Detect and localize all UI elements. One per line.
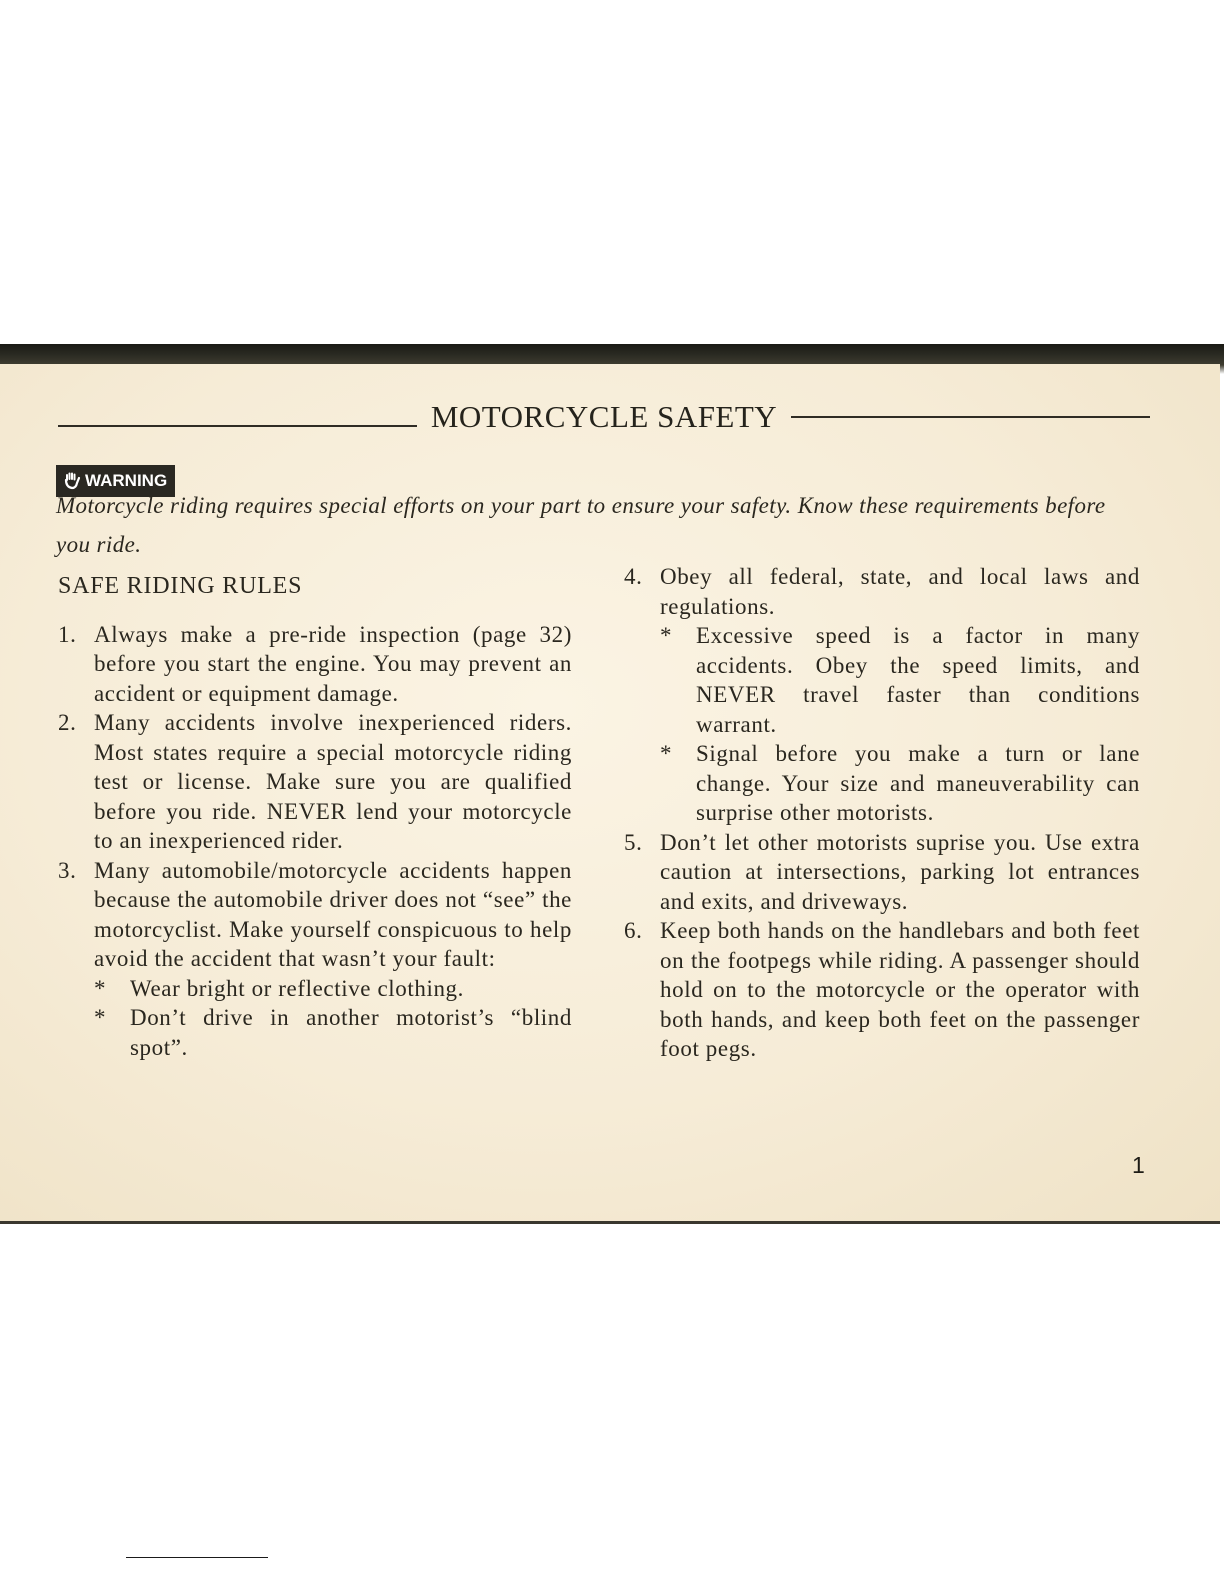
- page-header: [58, 394, 1150, 440]
- rule-text: Many accidents involve inexperienced riders. Most states require a special motorcycle riding test or license. Make sure you are qualified before you ride. NEVER lend your motorcycle to an inexperienced rider.: [94, 710, 572, 853]
- rule-item: [624, 562, 1140, 828]
- rule-text: Always make a pre-ride inspection (page 32) before you start the engine. You may prevent an accident or equipment damage.: [94, 621, 572, 706]
- header-rule-left: [58, 425, 417, 427]
- left-column: [58, 572, 572, 1062]
- rule-number: 1.: [58, 621, 77, 647]
- rule-text: Many automobile/motorcycle accidents happen because the automobile driver does not “see” the motorcyclist. Make yourself conspicuous to help avoid the accident that wasn’t your fault:: [94, 857, 572, 971]
- sub-item: [660, 739, 1140, 828]
- page-number: 1: [1132, 1152, 1145, 1178]
- asterisk-bullet: *: [94, 975, 107, 1001]
- section-heading: SAFE RIDING RULES: [58, 573, 303, 599]
- warning-label: WARNING: [85, 471, 168, 490]
- header-rule-right: [791, 416, 1150, 418]
- asterisk-bullet: *: [660, 623, 673, 648]
- sub-text: Wear bright or reflective clothing.: [130, 975, 464, 1001]
- rule-number: 5.: [624, 829, 643, 855]
- sub-item: [94, 1003, 572, 1062]
- manual-page: [0, 364, 1220, 1224]
- rule-number: 6.: [624, 918, 643, 943]
- asterisk-bullet: *: [94, 1005, 107, 1030]
- page-title: MOTORCYCLE SAFETY: [430, 399, 778, 434]
- rule-text: Obey all federal, state, and local laws and regulations.: [660, 564, 1140, 619]
- rule-item: [624, 916, 1140, 1064]
- rule-text: Don’t let other motorists suprise you. Use extra caution at intersections, parking lot entrances and exits, and driveways.: [660, 829, 1140, 914]
- rule-text: Keep both hands on the handlebars and both feet on the footpegs while riding. A passenger should hold on to the motorcycle or the operator with both hands, and keep both feet on the passenger foot pegs.: [660, 918, 1140, 1061]
- rule-item: [58, 856, 572, 1063]
- sub-text: Excessive speed is a factor in many accidents. Obey the speed limits, and NEVER travel faster than conditions warrant.: [696, 623, 1140, 737]
- footnote-rule: [126, 1557, 268, 1558]
- rule-number: 3.: [58, 857, 77, 883]
- rule-number: 4.: [624, 564, 643, 589]
- rule-item: [58, 620, 572, 709]
- sub-item: [94, 974, 572, 1004]
- sub-text: Don’t drive in another motorist’s “blind spot”.: [130, 1005, 572, 1060]
- right-column: [624, 562, 1140, 1064]
- rule-item: [58, 708, 572, 856]
- rule-item: [624, 828, 1140, 917]
- sub-item: [660, 621, 1140, 739]
- rule-number: 2.: [58, 710, 77, 735]
- warning-text: Motorcycle riding requires special efforts on your part to ensure your safety. Know these requirements before you ride.: [56, 493, 1106, 557]
- asterisk-bullet: *: [660, 741, 673, 766]
- sub-text: Signal before you make a turn or lane change. Your size and maneuverability can surprise other motorists.: [696, 741, 1140, 825]
